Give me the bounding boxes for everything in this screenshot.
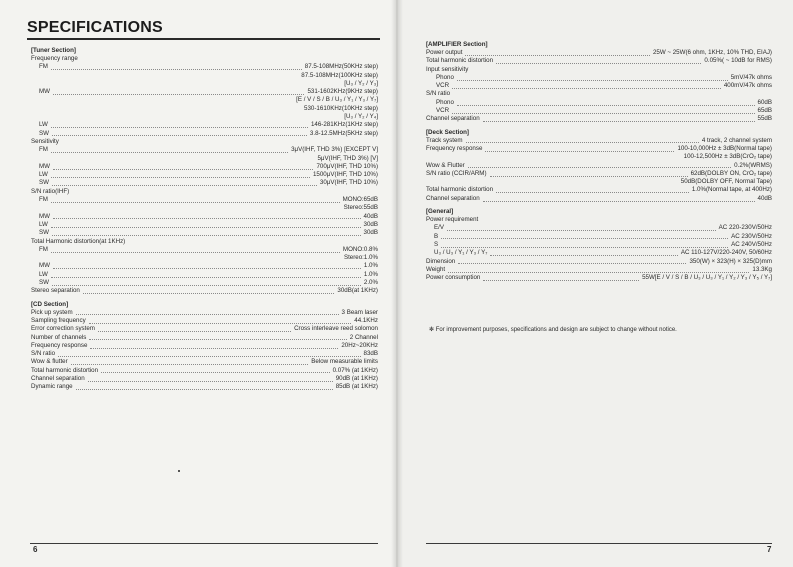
spec-value: 350(W) × 323(H) × 325(D)mm [689, 257, 772, 265]
dot-leader [452, 113, 754, 114]
spec-row [31, 121, 378, 129]
spec-label: MW [39, 88, 50, 96]
spec-label: S/N ratio (CCIR/ARM) [426, 169, 487, 177]
spec-label: Number of channels [31, 333, 87, 341]
spec-value: 0.07% (at 1KHz) [332, 366, 378, 374]
spec-row [31, 196, 378, 204]
footer-rule-left [30, 543, 378, 544]
spec-row [426, 137, 772, 145]
spec-row [426, 82, 772, 90]
spec-value-continuation: [E / V / S / B / U₃ / Y₁ / Y₃ / Y₇] [296, 96, 378, 104]
spec-label: S/N ratio(IHF) [31, 187, 70, 195]
spec-label: Pick up system [31, 308, 73, 316]
spec-value: MONO:65dB [342, 196, 378, 204]
spec-label: SW [39, 179, 49, 187]
dot-leader [466, 142, 699, 143]
section-heading: [AMPLIFIER Section] [426, 41, 488, 48]
spec-row [31, 375, 378, 383]
spec-row [426, 170, 772, 178]
spec-label: Frequency range [31, 55, 78, 62]
dot-leader [71, 364, 309, 365]
spec-row [31, 367, 378, 375]
print-speck [178, 470, 180, 472]
spec-row [31, 317, 378, 325]
dot-leader [485, 151, 674, 152]
dot-leader [457, 105, 755, 106]
spec-value: 30dB(at 1KHz) [337, 287, 378, 295]
spec-label: FM [39, 196, 48, 204]
dot-leader [468, 167, 731, 168]
spec-label: Total harmonic distortion [31, 366, 99, 374]
spec-value: 60dB [757, 98, 772, 106]
spec-row [31, 262, 378, 270]
spec-value: MONO:0.8% [342, 245, 378, 253]
spec-row [31, 221, 378, 229]
spec-label: Channel separation [426, 115, 480, 123]
spec-label: LW [39, 270, 48, 278]
spec-label: MW [39, 212, 50, 220]
spec-row [426, 49, 772, 57]
dot-leader [89, 339, 346, 340]
right-spec-column [426, 40, 772, 282]
spec-row [426, 115, 772, 123]
spec-value-continuation: 50dB(DOLBY OFF, Normal Tape) [680, 178, 772, 186]
page-gutter [391, 0, 403, 567]
spec-label: Channel separation [426, 194, 480, 202]
spec-label: LW [39, 220, 48, 228]
spec-label: Power output [426, 49, 463, 56]
spec-value: 1.0% [363, 262, 378, 270]
spec-label: Frequency response [426, 144, 483, 152]
dot-leader [483, 201, 755, 202]
spec-row [31, 246, 378, 254]
dot-leader [490, 176, 688, 177]
dot-leader [452, 88, 721, 89]
spec-value: AC 110-127V/220-240V, 50/60Hz [680, 249, 772, 257]
spec-value-continuation: 5μV(IHF, THD 3%) [V] [317, 154, 378, 162]
spec-row [31, 171, 378, 179]
dot-leader [490, 255, 677, 256]
dot-leader [76, 314, 339, 315]
spec-value: 40dB [757, 194, 772, 202]
spec-value: 30dB [363, 229, 378, 237]
spec-row [31, 383, 378, 391]
spec-label: S/N ratio [31, 350, 56, 358]
spec-row [426, 195, 772, 203]
footer-rule-right [426, 543, 772, 544]
spec-label: Phono [436, 73, 454, 81]
dot-leader [51, 252, 340, 253]
spec-value: 1.0% [363, 270, 378, 278]
spec-row [31, 271, 378, 279]
spec-row [426, 241, 772, 249]
spec-row [31, 188, 378, 196]
spec-row [31, 279, 378, 287]
spec-value-continuation: 530-1610KHz(10KHz step) [304, 104, 378, 112]
spec-value: 146-281KHz(1KHz step) [310, 121, 378, 129]
spec-label: Input sensitivity [426, 65, 469, 73]
spec-label: Dynamic range [31, 383, 73, 391]
section-heading: [CD Section] [31, 300, 69, 308]
spec-row [426, 99, 772, 107]
dot-leader [483, 121, 755, 122]
spec-row [31, 287, 378, 295]
dot-leader [496, 63, 701, 64]
spec-label: MW [39, 262, 50, 270]
spec-row [31, 309, 378, 317]
spec-value: 83dB [363, 350, 378, 358]
spec-label: FM [39, 63, 48, 71]
spec-value: 1.0%(Normal tape, at 400Hz) [691, 186, 772, 194]
spec-row [426, 57, 772, 65]
spec-row [426, 249, 772, 257]
spec-value-continuation: Stereo:1.0% [343, 254, 378, 262]
dot-leader [447, 230, 716, 231]
dot-leader [51, 69, 302, 70]
dot-leader [53, 169, 313, 170]
spec-label: Dimension [426, 257, 456, 265]
dot-leader [51, 227, 361, 228]
section-heading: [Deck Section] [426, 128, 469, 136]
spec-row [426, 224, 772, 232]
spec-label: SW [39, 229, 49, 237]
spec-value: 20Hz~20KHz [341, 341, 378, 349]
spec-label: Total harmonic distortion [426, 186, 494, 194]
spec-row [31, 238, 378, 246]
spec-label: Wow & flutter [31, 358, 68, 366]
dot-leader [465, 55, 649, 56]
spec-row [31, 213, 378, 221]
spec-row [31, 325, 378, 333]
spec-value: Below measurable limits [311, 358, 378, 366]
left-spec-column [31, 46, 378, 392]
spec-label: Total Harmonic distortion(at 1KHz) [31, 237, 126, 245]
spec-value-continuation: [U₃ / Y₂ / Y₄] [344, 113, 378, 121]
section-heading: [Tuner Section] [31, 47, 76, 54]
spec-row [31, 163, 378, 171]
spec-value: 5mV/47k ohms [730, 73, 772, 81]
spec-label: Wow & Flutter [426, 161, 465, 169]
dot-leader [51, 177, 310, 178]
spec-row [426, 162, 772, 170]
spec-value-continuation: Stereo:55dB [343, 204, 378, 212]
spec-value: 3.8-12.5MHz(5KHz step) [309, 129, 378, 137]
spec-label: VCR [436, 82, 450, 90]
dot-leader [53, 218, 361, 219]
spec-row [31, 88, 378, 96]
spec-value: 3μV(IHF, THD 3%) [EXCEPT V] [291, 146, 378, 154]
spec-label: LW [39, 121, 48, 129]
spec-value: 87.5-108MHz(50KHz step) [304, 63, 378, 71]
spec-row [31, 55, 378, 63]
spec-value: 3 Beam laser [341, 308, 378, 316]
spec-row [31, 138, 378, 146]
spec-row [31, 358, 378, 366]
dot-leader [90, 348, 338, 349]
spec-value: 55W[E / V / S / B / U₃ / U₃ / Y₁ / Y₂ / Y₃ / Y₅ / Y₇] [642, 274, 772, 282]
spec-value: 4 track, 2 channel system [701, 136, 772, 144]
section-heading: [General] [426, 208, 454, 216]
spec-label: VCR [436, 107, 450, 115]
spec-value: AC 240V/50Hz [731, 240, 772, 248]
spec-label: E/V [434, 224, 444, 232]
spec-label: Stereo separation [31, 287, 80, 295]
spec-row [31, 350, 378, 358]
spec-label: Power consumption [426, 274, 481, 282]
spec-value: 90dB (at 1KHz) [335, 374, 378, 382]
spec-row [31, 229, 378, 237]
spec-row [31, 342, 378, 350]
spec-value-continuation: 100-12,500Hz ± 3dB(CrO₂ tape) [683, 153, 772, 161]
spec-value: 55dB [757, 115, 772, 123]
spec-value: 531-1602KHz(9KHz step) [307, 88, 378, 96]
dot-leader [76, 389, 333, 390]
spec-row [426, 216, 772, 224]
dot-leader [52, 185, 317, 186]
spec-value: AC 230V/50Hz [731, 232, 772, 240]
spec-row [426, 258, 772, 266]
spec-value: 0.2%(WRMS) [734, 161, 772, 169]
dot-leader [51, 127, 308, 128]
spec-label: SW [39, 279, 49, 287]
left-page [0, 0, 396, 567]
spec-row [426, 66, 772, 74]
spec-value: Cross interleave reed solomon [294, 325, 378, 333]
dot-leader [51, 202, 340, 203]
spec-value: 100-10,000Hz ± 3dB(Normal tape) [677, 144, 772, 152]
spec-label: S [434, 240, 439, 248]
dot-leader [52, 135, 307, 136]
spec-value-continuation: [U₃ / Y₂ / Y₃] [344, 79, 378, 87]
page-title: SPECIFICATIONS [27, 19, 163, 36]
spec-label: Weight [426, 265, 446, 273]
dot-leader [52, 235, 361, 236]
dot-leader [458, 263, 686, 264]
dot-leader [52, 285, 361, 286]
spec-value: 1500μV(IHF, THD 10%) [312, 171, 378, 179]
dot-leader [448, 272, 749, 273]
spec-label: Total harmonic distortion [426, 57, 494, 65]
spec-row [426, 74, 772, 82]
dot-leader [457, 80, 728, 81]
spec-row [426, 274, 772, 282]
dot-leader [98, 331, 291, 332]
dot-leader [53, 268, 361, 269]
spec-value: 62dB(DOLBY ON, CrO₂ tape) [690, 169, 772, 177]
spec-row [31, 334, 378, 342]
page-number-left: 6 [33, 545, 38, 554]
dot-leader [88, 381, 333, 382]
spec-value: 85dB (at 1KHz) [335, 383, 378, 391]
dot-leader [51, 152, 288, 153]
spec-label: FM [39, 146, 48, 154]
spec-label: FM [39, 245, 48, 253]
spec-row [426, 186, 772, 194]
spec-label: Frequency response [31, 341, 88, 349]
spec-value: 25W ~ 25W(6 ohm, 1KHz, 10% THD, EIAJ) [652, 49, 772, 56]
spec-label: B [434, 232, 439, 240]
spec-row [426, 233, 772, 241]
spec-value: 65dB [757, 107, 772, 115]
spec-value: 30μV(IHF, THD 10%) [319, 179, 378, 187]
spec-value: 44.1KHz [354, 316, 378, 324]
spec-value: AC 220-230V/50Hz [718, 224, 772, 232]
footnote: ✻ For improvement purposes, specifications and design are subject to change without notice. [429, 327, 677, 333]
spec-row [426, 90, 772, 98]
spec-value: 0.05%( ~ 10dB for RMS) [704, 57, 772, 65]
spec-label: Sampling frequency [31, 316, 86, 324]
dot-leader [58, 356, 360, 357]
title-rule [27, 38, 380, 40]
spec-row [31, 146, 378, 154]
spec-label: S/N ratio [426, 90, 451, 98]
dot-leader [483, 280, 639, 281]
dot-leader [441, 247, 728, 248]
spec-label: MW [39, 162, 50, 170]
spec-value: 2.0% [363, 279, 378, 287]
dot-leader [89, 323, 352, 324]
spec-value: 30dB [363, 220, 378, 228]
spec-label: Sensitivity [31, 137, 59, 145]
spec-value: 400mV/47k ohms [723, 82, 772, 90]
spec-label: Channel separation [31, 374, 85, 382]
spec-row [426, 266, 772, 274]
spec-label: Error correction system [31, 325, 95, 333]
dot-leader [83, 293, 335, 294]
spec-value-continuation: 87.5-108MHz(100KHz step) [301, 71, 378, 79]
dot-leader [496, 192, 689, 193]
dot-leader [101, 372, 330, 373]
spec-row [31, 130, 378, 138]
spec-value: 13.3Kg [752, 265, 772, 273]
spec-value: 2 Channel [349, 333, 378, 341]
dot-leader [53, 94, 304, 95]
spec-label: SW [39, 129, 49, 137]
spec-label: LW [39, 171, 48, 179]
dot-leader [441, 238, 728, 239]
spec-row [31, 179, 378, 187]
spec-row [31, 63, 378, 71]
spec-value: 40dB [363, 212, 378, 220]
spec-label: Track system [426, 136, 463, 144]
dot-leader [51, 277, 361, 278]
spec-value: 700μV(IHF, THD 10%) [316, 162, 378, 170]
spec-row [426, 145, 772, 153]
spec-row [426, 107, 772, 115]
page-number-right: 7 [767, 545, 772, 554]
spec-label: Power requirement [426, 216, 479, 224]
spec-label: Phono [436, 98, 454, 106]
spec-label: U₃ / U₃ / Y₁ / Y₃ / Y₇ [434, 249, 488, 257]
